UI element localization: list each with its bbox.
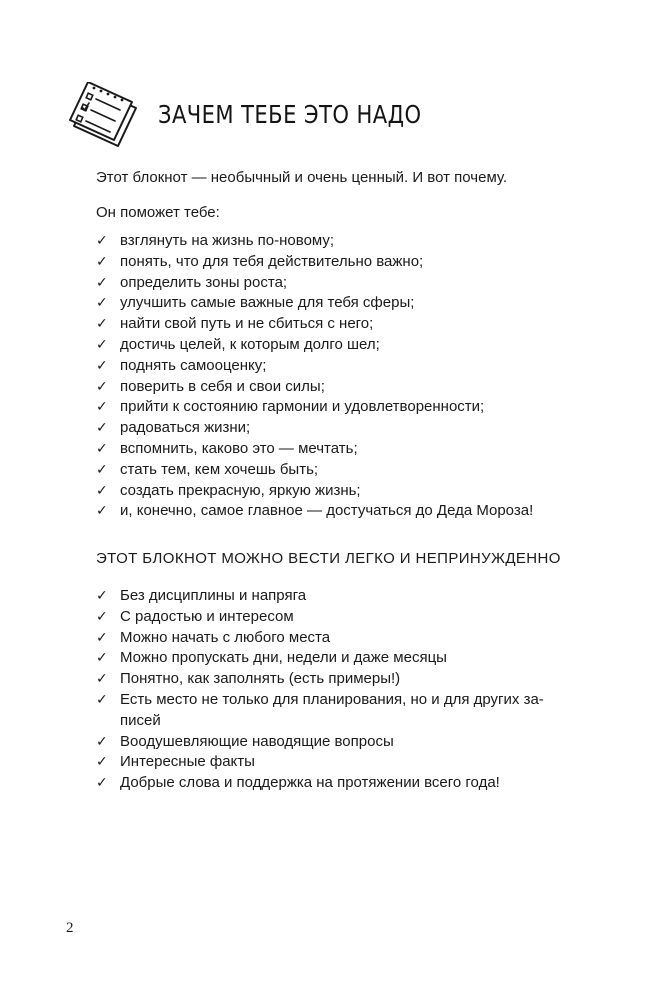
check-icon: ✓ (96, 336, 108, 353)
list-item (96, 669, 566, 690)
list-item (96, 377, 566, 398)
list-item (96, 607, 566, 628)
list-item-text: радоваться жизни; (120, 419, 251, 437)
list-item (96, 690, 566, 732)
list-item-text: улучшить самые важные для тебя сферы; (120, 294, 415, 312)
list-item-text: достичь целей, к которым долго шел; (120, 335, 380, 353)
check-icon: ✓ (96, 503, 108, 520)
list-item-text: Можно пропускать дни, недели и даже месяцы (120, 649, 447, 667)
check-icon: ✓ (96, 629, 108, 646)
list-item-text: вспомнить, каково это — мечтать; (120, 439, 358, 457)
features-list (96, 586, 566, 794)
benefits-list (96, 231, 566, 522)
list-item-text: Добрые слова и поддержка на протяжении всего года! (120, 774, 500, 792)
list-item (96, 293, 566, 314)
list-item-text: стать тем, кем хочешь быть; (120, 460, 319, 478)
check-icon: ✓ (96, 461, 108, 478)
check-icon: ✓ (96, 274, 108, 291)
list-item-text: найти свой путь и не сбиться с него; (120, 315, 374, 333)
list-item-text: прийти к состоянию гармонии и удовлетворенности; (120, 398, 485, 416)
check-icon: ✓ (96, 482, 108, 499)
check-icon: ✓ (96, 754, 108, 771)
check-icon: ✓ (96, 399, 108, 416)
check-icon: ✓ (96, 608, 108, 625)
check-icon: ✓ (96, 440, 108, 457)
list-item (96, 773, 566, 794)
page-number: 2 (66, 920, 74, 936)
section-header (68, 82, 588, 152)
list-item-text: Понятно, как заполнять (есть примеры!) (120, 670, 401, 688)
check-icon: ✓ (96, 295, 108, 312)
notepad-checklist-icon (68, 82, 142, 150)
list-item (96, 586, 566, 607)
intro-text: Этот блокнот — необычный и очень ценный. И вот почему. (96, 169, 508, 186)
check-icon: ✓ (96, 588, 108, 604)
list-item (96, 752, 566, 773)
list-item (96, 481, 566, 502)
check-icon: ✓ (96, 691, 108, 708)
list-item-text: поверить в себя и свои силы; (120, 377, 325, 395)
list-item-text: Можно начать с любого места (120, 628, 331, 646)
list-item (96, 252, 566, 273)
list-item (96, 439, 566, 460)
list-item-text: взглянуть на жизнь по-новому; (120, 232, 335, 249)
list-item (96, 418, 566, 439)
list-item-text: Без дисциплины и напряга (120, 587, 307, 604)
list-item (96, 231, 566, 252)
check-icon: ✓ (96, 671, 108, 688)
list-item (96, 460, 566, 481)
check-icon: ✓ (96, 775, 108, 792)
list-item (96, 356, 566, 377)
list-item-text: понять, что для тебя действительно важно; (120, 252, 424, 270)
check-icon: ✓ (96, 733, 108, 750)
check-icon: ✓ (96, 420, 108, 437)
section-heading: ЭТОТ БЛОКНОТ МОЖНО ВЕСТИ ЛЕГКО И НЕПРИНУЖДЕННО (96, 550, 561, 567)
check-icon: ✓ (96, 253, 108, 270)
list-item-text: Интересные факты (120, 753, 255, 771)
list-item-text: определить зоны роста; (120, 273, 288, 291)
list-item-text: Есть место не только для планирования, но и для других за- писей (120, 690, 544, 729)
list-item (96, 335, 566, 356)
list-item-text: поднять самооценку; (120, 356, 267, 374)
check-icon: ✓ (96, 357, 108, 374)
page-title: ЗАЧЕМ ТЕБЕ ЭТО НАДО (158, 100, 422, 129)
list-item-text: и, конечно, самое главное — достучаться до Деда Мороза! (120, 502, 534, 520)
check-icon: ✓ (96, 316, 108, 333)
check-icon: ✓ (96, 378, 108, 395)
check-icon: ✓ (96, 650, 108, 667)
list-item (96, 397, 566, 418)
list-item-text: Воодушевляющие наводящие вопросы (120, 732, 394, 750)
list-item (96, 314, 566, 335)
check-icon: ✓ (96, 233, 108, 249)
lead-text: Он поможет тебе: (96, 204, 220, 221)
list-item (96, 273, 566, 294)
list-item (96, 628, 566, 649)
list-item (96, 648, 566, 669)
list-item (96, 732, 566, 753)
list-item-text: создать прекрасную, яркую жизнь; (120, 481, 361, 499)
list-item-text: С радостью и интересом (120, 607, 294, 625)
list-item (96, 501, 566, 522)
